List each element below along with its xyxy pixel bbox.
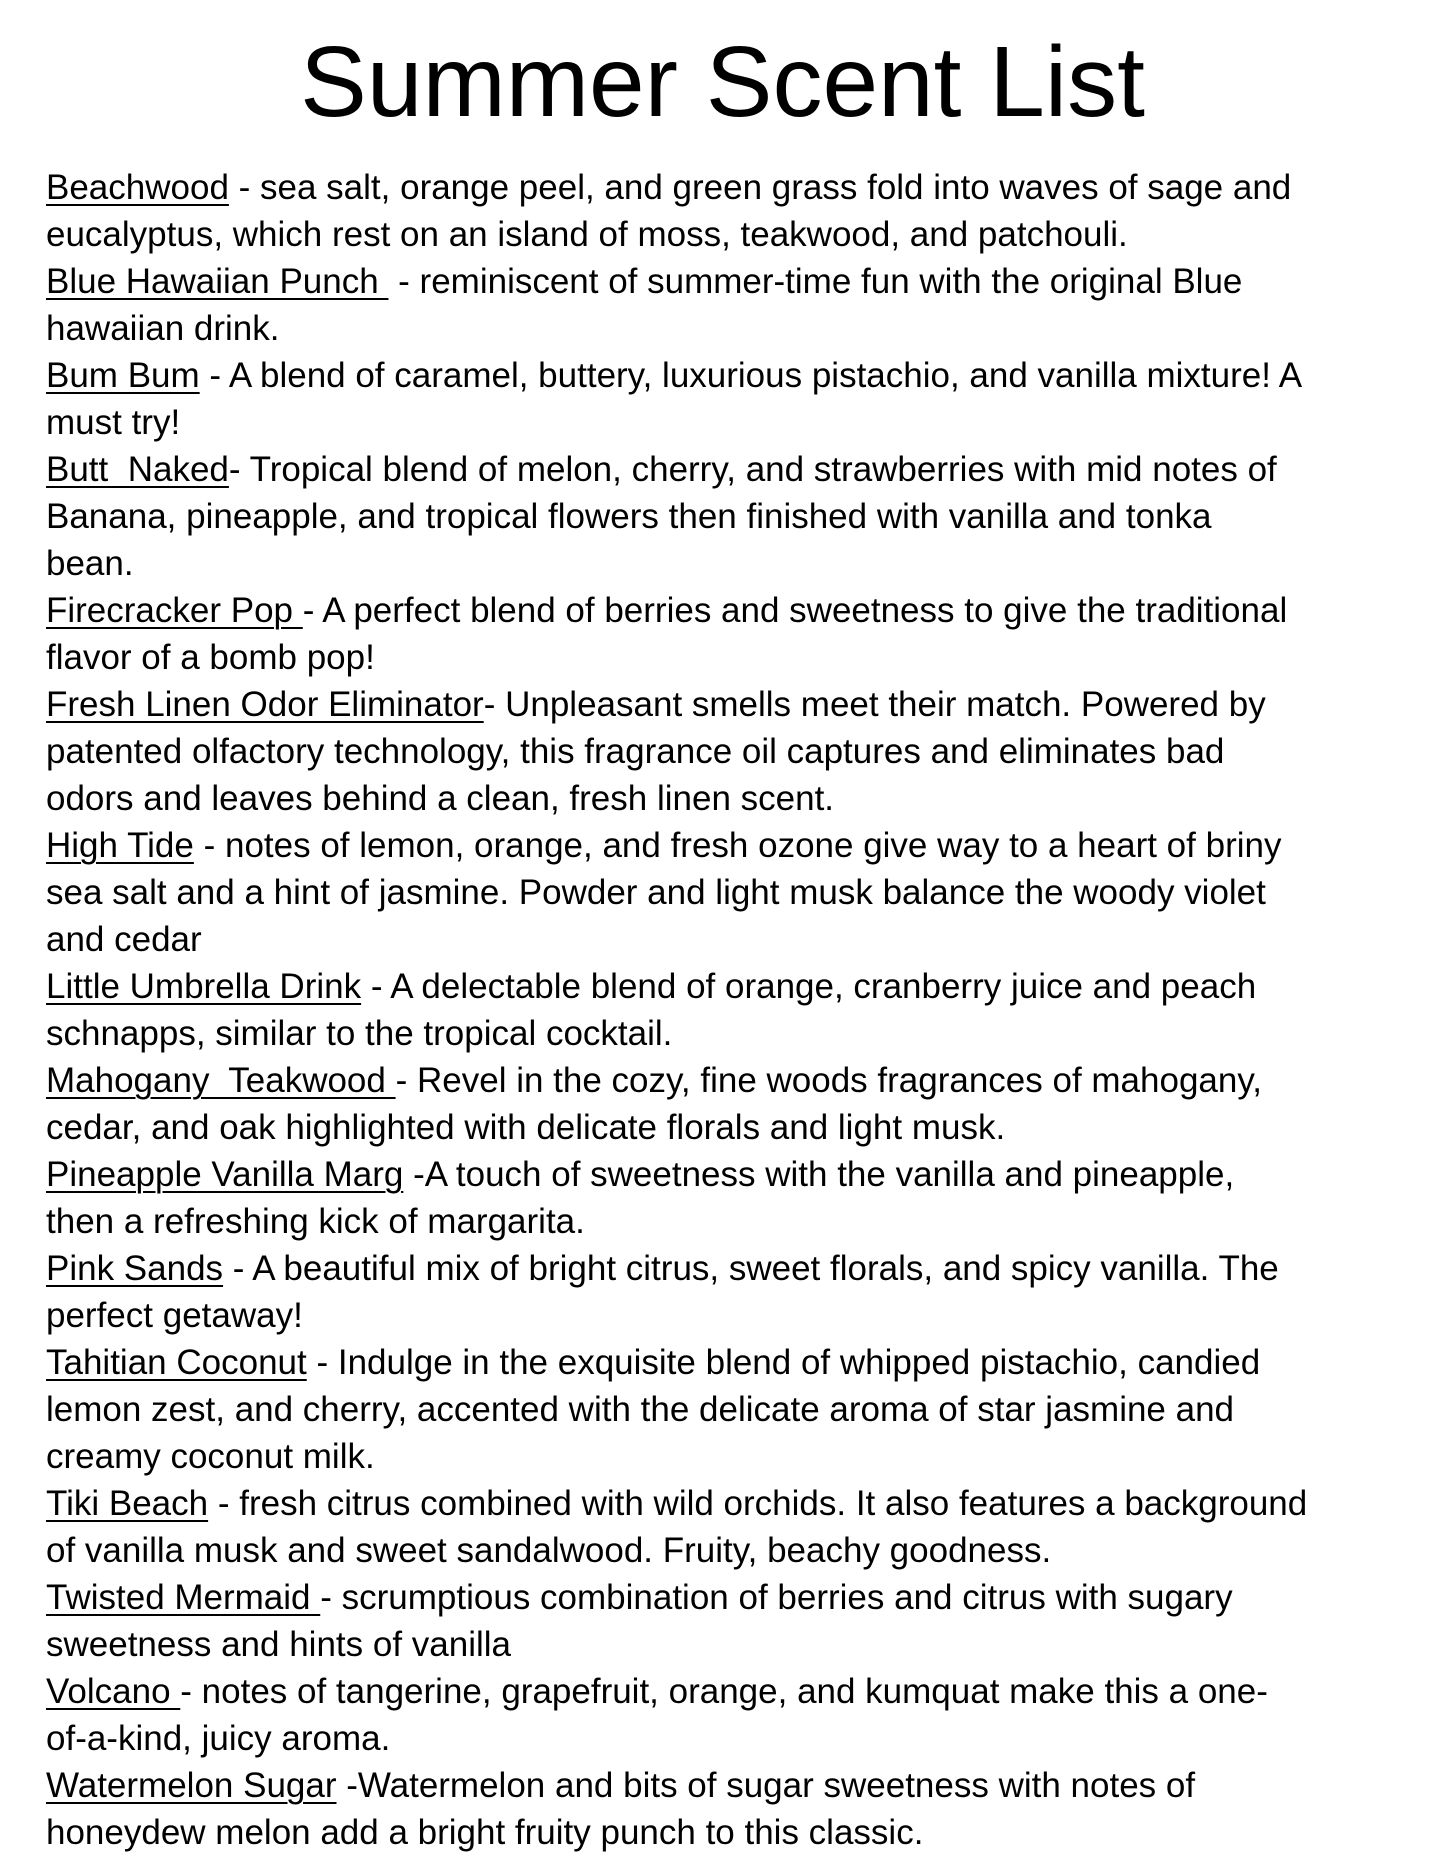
scent-description: A beautiful mix of bright citrus, sweet florals, and spicy vanilla. The perfect getaway!: [46, 1249, 1289, 1335]
scent-description: A blend of caramel, buttery, luxurious pistachio, and vanilla mixture! A must try!: [46, 356, 1310, 442]
scent-description: A delectable blend of orange, cranberry juice and peach schnapps, similar to the tropical cocktail.: [46, 967, 1266, 1053]
scent-separator: -: [306, 1343, 338, 1382]
scent-entry: [46, 1339, 1308, 1480]
scent-name: Firecracker Pop: [46, 591, 303, 630]
scent-separator: -: [403, 1155, 425, 1194]
scent-separator: -: [302, 591, 323, 630]
scent-name: Blue Hawaiian Punch: [46, 262, 389, 301]
scent-entry: [46, 1668, 1308, 1762]
scent-separator: -: [228, 168, 261, 207]
scent-description: reminiscent of summer-time fun with the original Blue hawaiian drink.: [46, 262, 1253, 348]
scent-name: Volcano: [46, 1672, 181, 1711]
scent-entry: [46, 822, 1308, 963]
scent-separator: -: [180, 1672, 202, 1711]
scent-description: Indulge in the exquisite blend of whipped pistachio, candied lemon zest, and cherry, accented with the delicate aroma of star jasmine and creamy coconut milk.: [46, 1343, 1270, 1476]
page-title: Summer Scent List: [300, 26, 1145, 138]
scent-entry: [46, 963, 1308, 1057]
scent-name: Butt Naked: [46, 450, 229, 489]
scent-description: Watermelon and bits of sugar sweetness with notes of honeydew melon add a bright fruity punch to this classic.: [46, 1766, 1205, 1852]
scent-entry: [46, 1245, 1308, 1339]
scent-description: Unpleasant smells meet their match. Powered by patented olfactory technology, this fragrance oil captures and eliminates bad odors and leaves behind a clean, fresh linen scent.: [46, 685, 1276, 818]
scent-description: A touch of sweetness with the vanilla and pineapple, then a refreshing kick of margarita.: [46, 1155, 1244, 1241]
scent-name: Mahogany Teakwood: [46, 1061, 396, 1100]
scent-description: fresh citrus combined with wild orchids. It also features a background of vanilla musk and sweet sandalwood. Fruity, beachy goodness.: [46, 1484, 1317, 1570]
scent-description: notes of lemon, orange, and fresh ozone give way to a heart of briny sea salt and a hint of jasmine. Powder and light musk balance the woody violet and cedar: [46, 826, 1292, 959]
scent-separator: -: [223, 1249, 253, 1288]
scent-separator: -: [208, 1484, 240, 1523]
scent-separator: -: [193, 826, 225, 865]
scent-description: scrumptious combination of berries and citrus with sugary sweetness and hints of vanilla: [46, 1578, 1243, 1664]
scent-entry: [46, 587, 1308, 681]
scent-entry: [46, 1151, 1308, 1245]
scent-entry: [46, 258, 1308, 352]
scent-name: High Tide: [46, 826, 194, 865]
scent-separator: -: [199, 356, 229, 395]
scent-description: Revel in the cozy, fine woods fragrances of mahogany, cedar, and oak highlighted with delicate florals and light musk.: [46, 1061, 1272, 1147]
scent-description: notes of tangerine, grapefruit, orange, and kumquat make this a one-of-a-kind, juicy aroma.: [46, 1672, 1268, 1758]
scent-entry: [46, 352, 1308, 446]
scent-separator: -: [395, 1061, 417, 1100]
scent-entry: [46, 1057, 1308, 1151]
scent-name: Tahitian Coconut: [46, 1343, 307, 1382]
scent-name: Twisted Mermaid: [46, 1578, 321, 1617]
scent-separator: -: [361, 967, 391, 1006]
scent-separator: -: [336, 1766, 358, 1805]
scent-name: Beachwood: [46, 168, 229, 207]
scent-name: Pink Sands: [46, 1249, 224, 1288]
scent-entry: [46, 446, 1308, 587]
scent-separator: -: [320, 1578, 342, 1617]
scent-separator: -: [483, 685, 506, 724]
scent-separator: -: [228, 450, 250, 489]
scent-name: Little Umbrella Drink: [46, 967, 362, 1006]
scent-entry: [46, 164, 1308, 258]
scent-description: sea salt, orange peel, and green grass fold into waves of sage and eucalyptus, which rest on an island of moss, teakwood, and patchouli.: [46, 168, 1302, 254]
scent-name: Watermelon Sugar: [46, 1766, 337, 1805]
scent-description: Tropical blend of melon, cherry, and strawberries with mid notes of Banana, pineapple, and tropical flowers then finished with vanilla and tonka bean.: [46, 450, 1287, 583]
scent-entry: [46, 1480, 1317, 1574]
scent-description: A perfect blend of berries and sweetness to give the traditional flavor of a bomb pop!: [46, 591, 1297, 677]
scent-list: [46, 164, 1317, 1856]
scent-name: Fresh Linen Odor Eliminator: [46, 685, 484, 724]
scent-entry: [46, 1574, 1308, 1668]
scent-entry: [46, 1762, 1308, 1856]
scent-entry: [46, 681, 1308, 822]
scent-name: Tiki Beach: [46, 1484, 209, 1523]
scent-name: Pineapple Vanilla Marg: [46, 1155, 404, 1194]
scent-name: Bum Bum: [46, 356, 200, 395]
scent-separator: -: [388, 262, 420, 301]
